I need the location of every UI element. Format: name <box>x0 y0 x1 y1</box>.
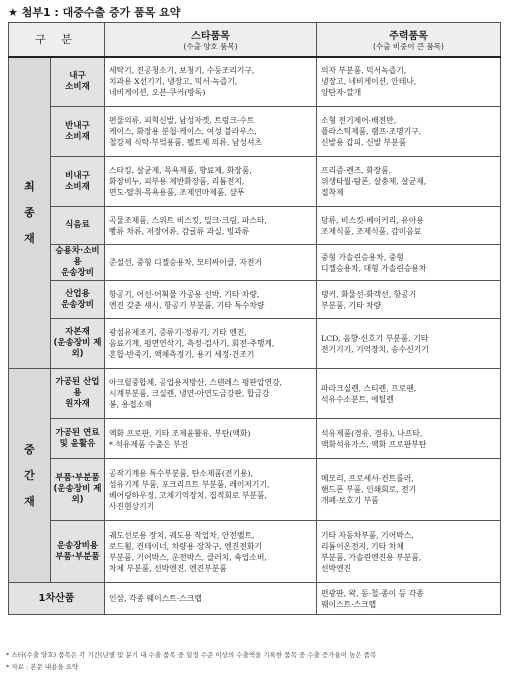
table-row <box>9 369 501 419</box>
main-cell: 당류, 비스킷·베이커리, 유아용 조제식품, 조제식품, 감미음료 <box>317 207 501 245</box>
category-cell: 비내구 소비재 <box>51 157 105 207</box>
group-final: 최 종 재 <box>9 57 51 369</box>
header-star-subtitle: (수출 양호 품목) <box>183 41 238 51</box>
star-cell: 세탁기, 진공청소기, 보청기, 수동조리기구, 치과용 X선기기, 냉장고, 믹서·녹즙기, 네비게이션, 오븐·쿠커(방독) <box>105 57 317 107</box>
star-cell: 궤도선로용 장치, 궤도용 작업차, 안전벨트, 로드휠, 컨테이너, 차량용 장착구, 엔진전화기 부분품, 기어박스, 운전박스, 클러치, 쇽업소버, 차체 부분품, 선박엔진, 엔진부분품 <box>105 521 317 583</box>
category-cell: 식음료 <box>51 207 105 245</box>
star-cell: 준설선, 중형 디젤승용차, 모터싸이클, 자전거 <box>105 245 317 281</box>
table-row <box>9 57 501 107</box>
main-cell: 편광판, 왁, 동·철·종이 등 각종 웨이스트·스크랩 <box>317 583 501 615</box>
table-row <box>9 157 501 207</box>
main-cell: 파라크실렌, 스티렌, 프로펜, 석유수소분트, 에틸렌 <box>317 369 501 419</box>
header-main-subtitle: (수출 비중이 큰 품목) <box>373 41 444 51</box>
main-cell: 기타 자동차부품, 기어박스, 리튬이온전지, 기타 차체 부분품, 가솔린엔진용 부분품, 선박엔진 <box>317 521 501 583</box>
header-main <box>317 23 501 57</box>
star-cell: 광섬유제조기, 증류기·정류기, 기타 엔진, 음료기계, 평면연삭기, 측정·검사기, 회전·주행계, 혼합·반죽기, 액체측정기, 용기 세정·건조기 <box>105 319 317 369</box>
main-cell: 중형 가솔린승용차, 중형 디젤승용차, 대형 가솔린승용차 <box>317 245 501 281</box>
category-cell: 운송장비용 부품·부분품 <box>51 521 105 583</box>
main-cell: 석유제품(경유, 경유), 나프타, 액화석유가스, 액화 프로판부탄 <box>317 419 501 459</box>
category-cell: 내구 소비재 <box>51 57 105 107</box>
category-cell: 자본재 (운송장비 제외) <box>51 319 105 369</box>
table-row <box>9 419 501 459</box>
star-cell: 항공기, 어선·어획물 가공용 선박, 기타 차량, 엔진 갖춘 섀시, 항공기 부분품, 기타 특수차량 <box>105 281 317 319</box>
page-title: ★ 첨부1 : 대중수출 증가 품목 요약 <box>8 6 181 19</box>
star-cell: 곡물조제품, 스위트 비스킷, 밀크·크림, 파스타, 빵류 차류, 저장어류, 감귤류 과실, 빙과류 <box>105 207 317 245</box>
category-cell: 가공된 산업용 원자재 <box>51 369 105 419</box>
header-star-title: 스타품목 <box>191 30 230 42</box>
header-main-title: 주력품목 <box>389 30 428 42</box>
table-row <box>9 245 501 281</box>
table-row <box>9 459 501 521</box>
header-gubun: 구 분 <box>9 23 105 57</box>
main-cell: 메모리, 프로세서·컨트롤러, 핸드폰 부품, 인쇄회로, 전기 개폐·보호기 부품 <box>317 459 501 521</box>
star-cell: 인삼, 각종 웨이스트·스크랩 <box>105 583 317 615</box>
table-row <box>9 521 501 583</box>
category-cell: 가공된 연료 및 윤활유 <box>51 419 105 459</box>
main-cell: 탱커, 화물선·화객선, 항공기 부분품, 기타 차량 <box>317 281 501 319</box>
category-cell: 부품·부분품 (운송장비 제외) <box>51 459 105 521</box>
star-cell: 액화 프로판, 기타 조제윤활유, 부탄(액화) * 석유제품 수출은 부진 <box>105 419 317 459</box>
table-row <box>9 319 501 369</box>
star-cell: 스타킹, 살균제, 목욕제품, 향료제, 화장품, 화장비누, 피부용 제반화장품, 리튬전지, 면도·탈취·목욕용품, 조제연마제품, 샴푸 <box>105 157 317 207</box>
table-row <box>9 583 501 615</box>
main-cell: LCD, 음향·신호기 부분품, 기타 전기기기, 기억장치, 송수신기기 <box>317 319 501 369</box>
star-cell: 편물의류, 피혁신발, 남성자켓, 트렁크·수트 케이스, 화장용 분첩·케이스, 여성 블라우스, 철강제 식탁·부엌용품, 펠트제 의류, 남성셔츠 <box>105 107 317 157</box>
category-cell: 반내구 소비재 <box>51 107 105 157</box>
table-row <box>9 281 501 319</box>
category-cell: 산업용 운송장비 <box>51 281 105 319</box>
star-cell: 공작기계용 특수부분품, 탄소제품(전기용), 섬유기계 부품, 포크리프트 부분품, 레이저기기, 베어링하우징, 고체기억장치, 집적회로 부분품, 사진현상기기 <box>105 459 317 521</box>
footnote-star-definition: * 스타(수출 양호) 품목은 각 기간(년별 및 분기 내 수출 품목 중 일정 수준 이상의 수출액을 기록한 품목 중 수출 증가율이 높은 품목 <box>6 651 377 659</box>
footnote-source: * 자료 : 본문 내용을 요약 <box>6 663 79 671</box>
summary-table <box>8 22 501 615</box>
category-cell: 1차산품 <box>9 583 105 615</box>
header-star <box>105 23 317 57</box>
group-intermediate: 중 간 재 <box>9 369 51 583</box>
main-cell: 의자 부분품, 믹서녹즙기, 냉장고, 네비게이션, 안테나, 양탄자·깔개 <box>317 57 501 107</box>
main-cell: 소형 전기제어·배전반, 플라스틱제품, 램프·조명기구, 신발용 갑피, 신발 부분품 <box>317 107 501 157</box>
table-row <box>9 207 501 245</box>
table-row <box>9 107 501 157</box>
main-cell: 프리즘·렌즈, 화장품, 위생타월·탐폰, 살충제, 살균제, 접착제 <box>317 157 501 207</box>
category-cell: 승용차·소비용 운송장비 <box>51 245 105 281</box>
star-cell: 아크릴중합체, 공업용지방산, 스텐레스 평판압연강, 시계부분품, 크실렌, 냉연·아연도금강판, 합금강 봉, 용접소재 <box>105 369 317 419</box>
